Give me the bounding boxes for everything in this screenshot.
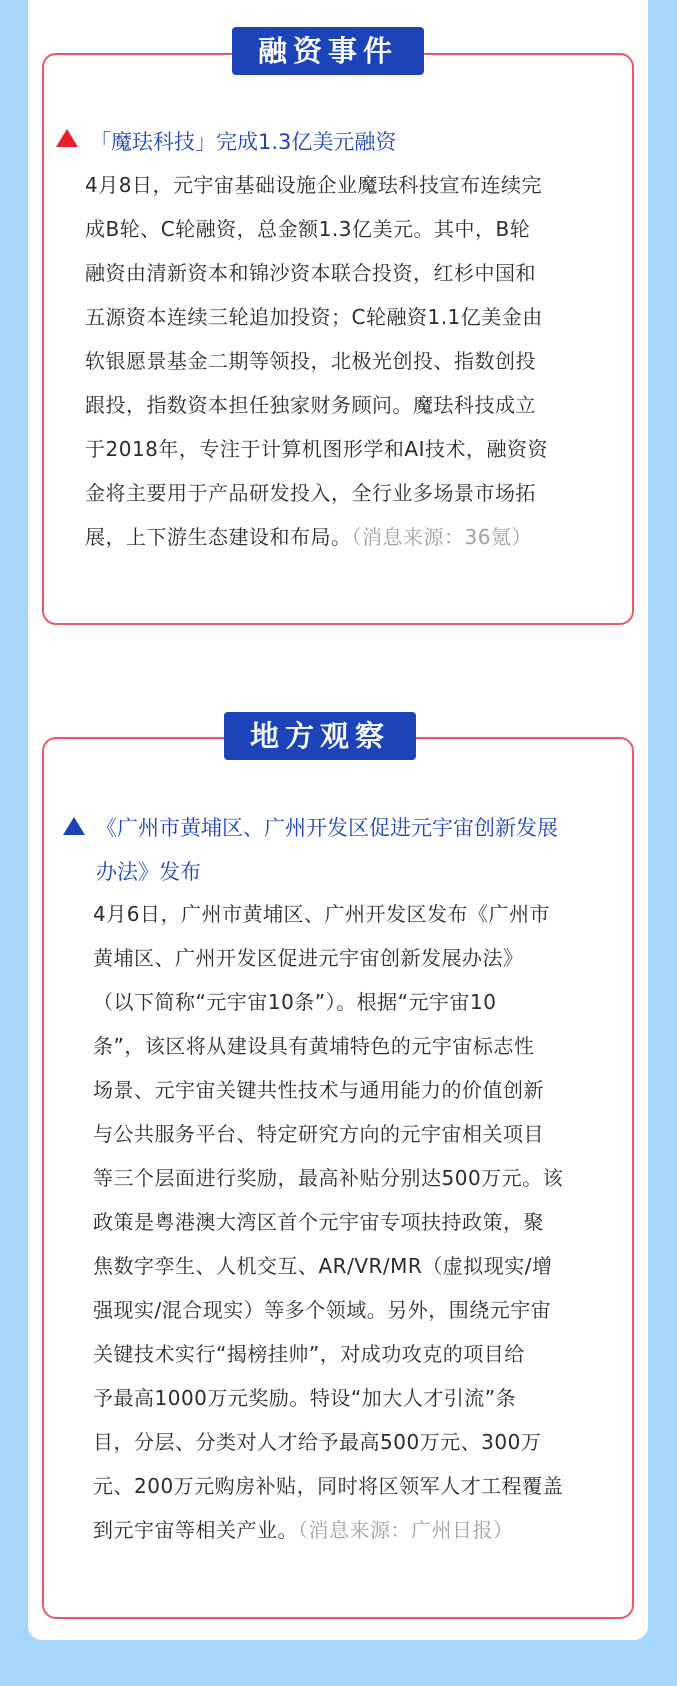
section-badge-local: 地方观察 — [224, 712, 416, 760]
body-line: 政策是粤港澳大湾区首个元宇宙专项扶持政策，聚 — [93, 1210, 544, 1234]
section-badge-financing: 融资事件 — [232, 27, 424, 75]
body-line: 目，分层、分类对人才给予最高500万元、300万 — [93, 1430, 542, 1454]
body-line: 场景、元宇宙关键共性技术与通用能力的价值创新 — [93, 1078, 544, 1102]
headline-line: 办法》发布 — [96, 860, 201, 884]
body-line: 于2018年，专注于计算机图形学和AI技术，融资资 — [85, 437, 548, 461]
body-line: 4月6日，广州市黄埔区、广州开发区发布《广州市 — [93, 902, 550, 926]
body-line: 等三个层面进行奖励，最高补贴分别达500万元。该 — [93, 1166, 564, 1190]
headline-line: 《广州市黄埔区、广州开发区促进元宇宙创新发展 — [96, 816, 558, 840]
body-line: 4月8日，元宇宙基础设施企业魔珐科技宣布连续完 — [85, 173, 542, 197]
body-line — [85, 515, 548, 559]
body-line: 强现实/混合现实）等多个领域。另外，围绕元宇宙 — [93, 1298, 552, 1322]
body-line: 黄埔区、广州开发区促进元宇宙创新发展办法》 — [93, 946, 524, 970]
body-line: 焦数字孪生、人机交互、AR/VR/MR（虚拟现实/增 — [93, 1254, 553, 1278]
body-line: 与公共服务平台、特定研究方向的元宇宙相关项目 — [93, 1122, 544, 1146]
body-line-text: 展，上下游生态建设和布局。 — [85, 525, 352, 549]
red-triangle-icon — [56, 129, 78, 147]
news-source: （消息来源：36氪） — [351, 525, 532, 549]
blue-triangle-icon — [63, 817, 85, 835]
body-line — [93, 1508, 563, 1552]
financing-headline: 「魔珐科技」完成1.3亿美元融资 — [90, 130, 397, 154]
body-line: 融资由清新资本和锦沙资本联合投资，红杉中国和 — [85, 261, 536, 285]
body-line: 条”，该区将从建设具有黄埔特色的元宇宙标志性 — [93, 1034, 535, 1058]
body-line: 金将主要用于产品研发投入，全行业多场景市场拓 — [85, 481, 536, 505]
local-headline — [96, 806, 558, 894]
news-source: （消息来源：广州日报） — [298, 1518, 514, 1542]
body-line: 跟投，指数资本担任独家财务顾问。魔珐科技成立 — [85, 393, 536, 417]
body-line: （以下简称“元宇宙10条”）。根据“元宇宙10 — [93, 990, 497, 1014]
body-line: 软银愿景基金二期等领投，北极光创投、指数创投 — [85, 349, 536, 373]
body-line-text: 到元宇宙等相关产业。 — [93, 1518, 298, 1542]
body-line: 五源资本连续三轮追加投资；C轮融资1.1亿美金由 — [85, 305, 543, 329]
body-line: 予最高1000万元奖励。特设“加大人才引流”条 — [93, 1386, 517, 1410]
body-line: 关键技术实行“揭榜挂帅”，对成功攻克的项目给 — [93, 1342, 525, 1366]
financing-body — [85, 163, 548, 559]
body-line: 元、200万元购房补贴，同时将区领军人才工程覆盖 — [93, 1474, 564, 1498]
body-line: 成B轮、C轮融资，总金额1.3亿美元。其中，B轮 — [85, 217, 531, 241]
local-body — [93, 892, 563, 1552]
